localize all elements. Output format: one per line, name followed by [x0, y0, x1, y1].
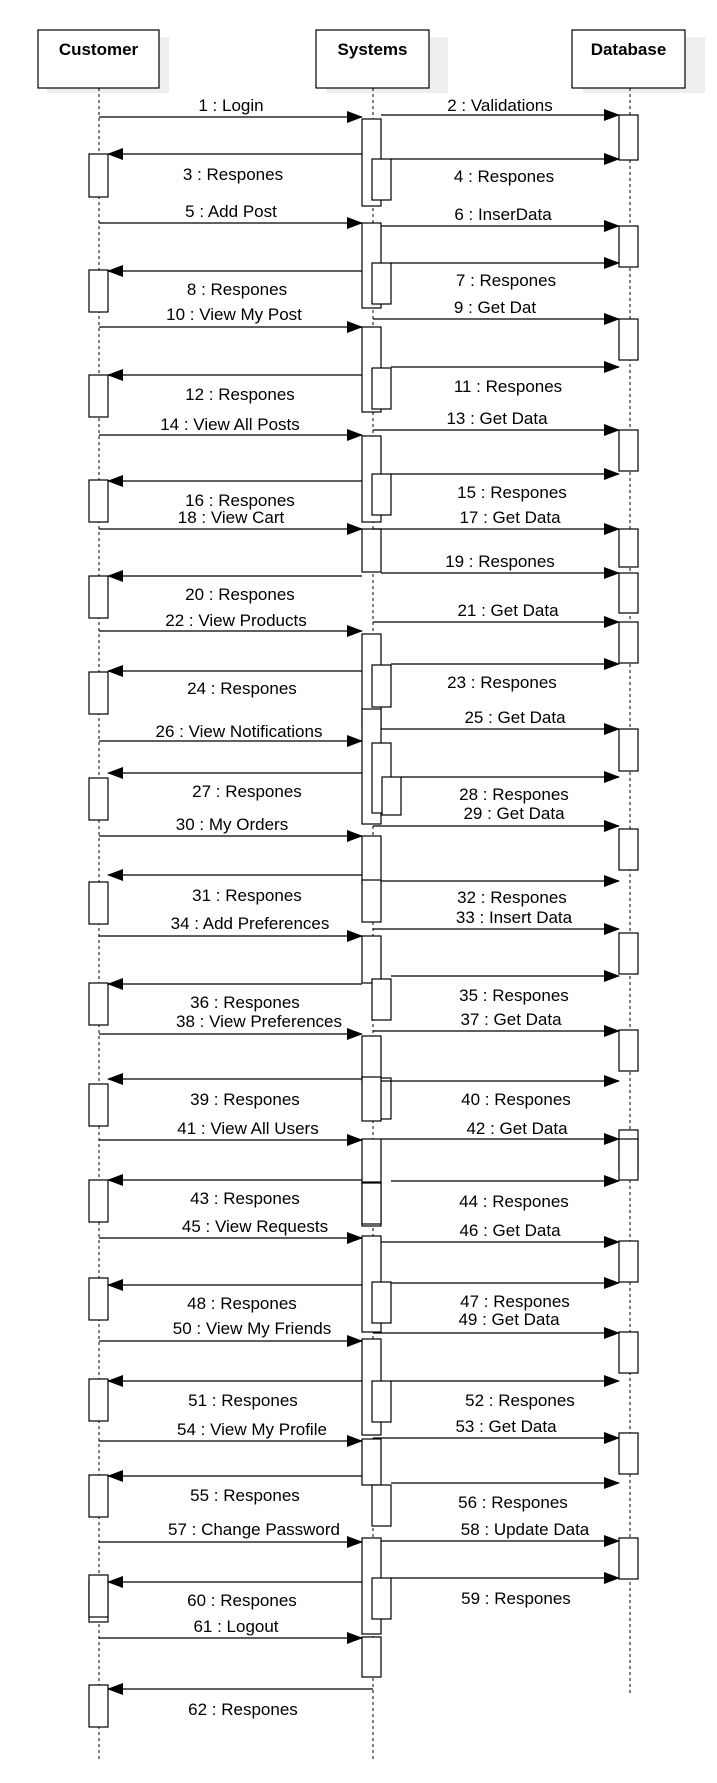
activation-bar	[619, 729, 638, 771]
activation-bar	[619, 226, 638, 267]
activation-bar	[619, 1433, 638, 1474]
message-label-11: 11 : Respones	[453, 377, 563, 396]
message-label-55: 55 : Respones	[190, 1486, 300, 1505]
activation-bar	[619, 529, 638, 567]
message-label-47: 47 : Respones	[460, 1292, 570, 1311]
activation-bar	[372, 159, 391, 200]
activation-bar	[362, 880, 381, 922]
activation-bar	[372, 368, 391, 409]
activation-bar	[362, 1139, 381, 1183]
message-label-8: 8 : Respones	[186, 280, 288, 299]
message-label-24: 24 : Respones	[187, 679, 297, 698]
message-label-53: 53 : Get Data	[455, 1417, 557, 1436]
message-label-52: 52 : Respones	[465, 1391, 575, 1410]
activation-bar	[89, 1084, 108, 1126]
message-label-49: 49 : Get Data	[458, 1310, 560, 1329]
activation-bar	[89, 576, 108, 618]
message-label-36: 36 : Respones	[190, 993, 300, 1012]
activation-bar	[89, 154, 108, 197]
activation-bar	[362, 529, 381, 572]
message-label-35: 35 : Respones	[459, 986, 569, 1005]
message-label-57: 57 : Change Password	[168, 1520, 340, 1539]
message-label-25: 25 : Get Data	[464, 708, 566, 727]
activation-bar	[619, 1332, 638, 1373]
message-label-31: 31 : Respones	[192, 886, 302, 905]
activation-bar	[619, 1241, 638, 1282]
activation-bar	[89, 270, 108, 312]
activation-bar	[619, 1139, 638, 1180]
message-label-7: 7 : Respones	[455, 271, 557, 290]
message-label-14: 14 : View All Posts	[160, 415, 300, 434]
activation-bar	[372, 1578, 391, 1619]
activation-bar	[372, 1381, 391, 1422]
message-label-54: 54 : View My Profile	[177, 1420, 327, 1439]
message-label-29: 29 : Get Data	[463, 804, 565, 823]
message-label-45: 45 : View Requests	[181, 1217, 329, 1236]
activation-bar	[362, 1036, 381, 1082]
activation-bar	[362, 1183, 381, 1224]
systems-box	[316, 30, 429, 88]
activation-bar	[372, 1485, 391, 1526]
message-label-26: 26 : View Notifications	[155, 722, 323, 741]
message-label-22: 22 : View Products	[165, 611, 307, 630]
message-label-23: 23 : Respones	[447, 673, 557, 692]
message-label-58: 58 : Update Data	[460, 1520, 590, 1539]
message-label-51: 51 : Respones	[188, 1391, 298, 1410]
activation-bar	[89, 882, 108, 924]
message-label-62: 62 : Respones	[188, 1700, 298, 1719]
message-label-12: 12 : Respones	[185, 385, 295, 404]
message-label-13: 13 : Get Data	[446, 409, 548, 428]
activation-bar	[619, 573, 638, 613]
message-label-30: 30 : My Orders	[175, 815, 289, 834]
database-box	[572, 30, 685, 88]
activation-bar	[89, 1575, 108, 1617]
activation-bar	[89, 480, 108, 522]
message-label-34: 34 : Add Preferences	[170, 914, 330, 933]
message-label-28: 28 : Respones	[459, 785, 569, 804]
activation-bar	[619, 115, 638, 160]
activation-bar	[89, 375, 108, 417]
activation-bar	[362, 1077, 381, 1121]
activation-bar	[89, 1685, 108, 1727]
message-label-43: 43 : Respones	[190, 1189, 300, 1208]
activation-bar	[89, 1379, 108, 1421]
message-label-33: 33 : Insert Data	[455, 908, 573, 927]
systems-label: Systems	[337, 40, 408, 59]
message-label-40: 40 : Respones	[461, 1090, 571, 1109]
activation-bar	[362, 936, 381, 983]
message-label-10: 10 : View My Post	[166, 305, 302, 324]
activation-bar	[372, 665, 391, 707]
activation-bar	[89, 983, 108, 1025]
message-label-56: 56 : Respones	[458, 1493, 568, 1512]
message-label-48: 48 : Respones	[187, 1294, 297, 1313]
activation-bar	[362, 1637, 381, 1677]
activation-bar	[372, 979, 391, 1020]
activation-bar	[362, 1439, 381, 1485]
customer-label: Customer	[58, 40, 139, 59]
message-label-2: 2 : Validations	[447, 96, 553, 115]
activation-bar	[619, 1538, 638, 1579]
message-label-21: 21 : Get Data	[457, 601, 559, 620]
message-label-16: 16 : Respones	[185, 491, 295, 510]
message-label-5: 5 : Add Post	[185, 202, 277, 221]
message-label-38: 38 : View Preferences	[176, 1012, 342, 1031]
message-label-20: 20 : Respones	[185, 585, 295, 604]
customer-box	[38, 30, 159, 88]
message-label-42: 42 : Get Data	[466, 1119, 568, 1138]
activation-bar	[372, 474, 391, 515]
activation-bar	[619, 430, 638, 471]
activation-bar	[382, 777, 401, 815]
activation-bar	[619, 1030, 638, 1071]
message-label-18: 18 : View Cart	[177, 508, 285, 527]
activation-bar	[372, 263, 391, 304]
message-label-17: 17 : Get Data	[459, 508, 561, 527]
message-label-3: 3 : Respones	[182, 165, 284, 184]
message-label-60: 60 : Respones	[187, 1591, 297, 1610]
message-label-19: 19 : Respones	[445, 552, 555, 571]
activation-bar	[89, 1180, 108, 1222]
activation-bar	[619, 829, 638, 870]
activation-bar	[89, 1475, 108, 1517]
message-label-61: 61 : Logout	[193, 1617, 279, 1636]
message-label-27: 27 : Respones	[192, 782, 302, 801]
database-label: Database	[590, 40, 667, 59]
message-label-4: 4 : Respones	[453, 167, 555, 186]
message-label-50: 50 : View My Friends	[172, 1319, 332, 1338]
activation-bar	[89, 1278, 108, 1320]
activation-bar	[619, 319, 638, 360]
message-label-37: 37 : Get Data	[460, 1010, 562, 1029]
message-label-59: 59 : Respones	[461, 1589, 571, 1608]
message-label-9: 9 : Get Dat	[453, 298, 537, 317]
message-label-6: 6 : InserData	[454, 205, 552, 224]
activation-bar	[372, 1282, 391, 1323]
activation-bar	[619, 622, 638, 663]
activation-bar	[619, 933, 638, 974]
message-label-15: 15 : Respones	[457, 483, 567, 502]
activation-bar	[362, 836, 381, 884]
activation-bar	[89, 778, 108, 820]
message-label-41: 41 : View All Users	[177, 1119, 319, 1138]
message-label-1: 1 : Login	[198, 96, 264, 115]
message-label-39: 39 : Respones	[190, 1090, 300, 1109]
message-label-32: 32 : Respones	[457, 888, 567, 907]
message-label-46: 46 : Get Data	[459, 1221, 561, 1240]
activation-bar	[89, 672, 108, 714]
message-label-44: 44 : Respones	[459, 1192, 569, 1211]
